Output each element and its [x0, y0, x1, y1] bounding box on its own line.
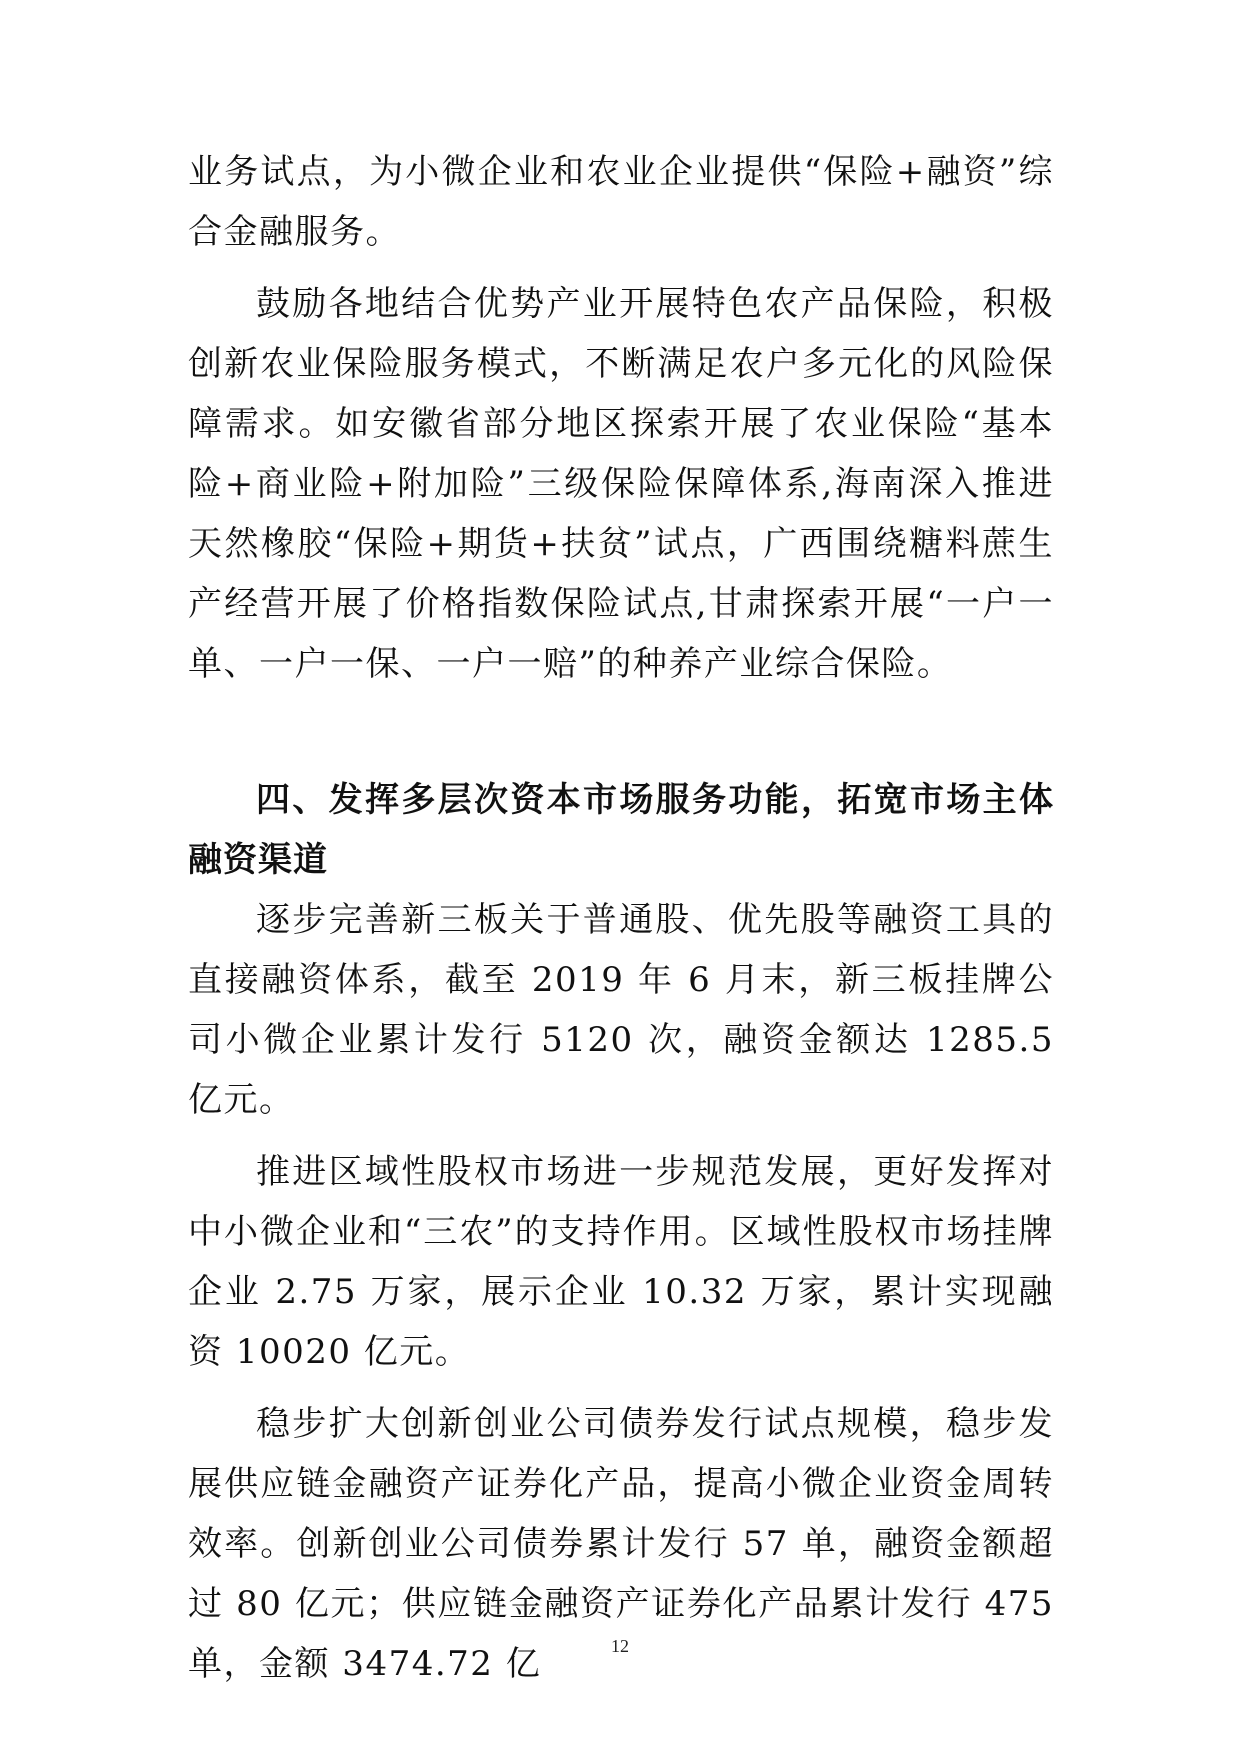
paragraph-regional-equity-market: 推进区域性股权市场进一步规范发展，更好发挥对中小微企业和“三农”的支持作用。区域性股权市场挂牌企业 2.75 万家，展示企业 10.32 万家，累计实现融资 10020 亿元。 — [188, 1152, 1054, 1372]
paragraph-insurance-financing: 业务试点，为小微企业和农业企业提供“保险+融资”综合金融服务。 — [188, 152, 1054, 252]
page-number: 12 — [611, 1636, 629, 1656]
paragraph-innovation-bonds: 稳步扩大创新创业公司债券发行试点规模，稳步发展供应链金融资产证券化产品，提高小微企业资金周转效率。创新创业公司债券累计发行 57 单，融资金额超过 80 亿元；供应链金融资产证券化产品累计发行 475 单，金额 3474.72 亿 — [188, 1404, 1054, 1684]
document-body — [188, 142, 1054, 1694]
paragraph-agricultural-insurance: 鼓励各地结合优势产业开展特色农产品保险，积极创新农业保险服务模式，不断满足农户多元化的风险保障需求。如安徽省部分地区探索开展了农业保险“基本险+商业险+附加险”三级保险保障体系,海南深入推进天然橡胶“保险+期货+扶贫”试点，广西围绕糖料蔗生产经营开展了价格指数保险试点,甘肃探索开展“一户一单、一户一保、一户一赔”的种养产业综合保险。 — [188, 284, 1054, 684]
paragraph-new-third-board: 逐步完善新三板关于普通股、优先股等融资工具的直接融资体系，截至 2019 年 6 月末，新三板挂牌公司小微企业累计发行 5120 次，融资金额达 1285.5 亿元。 — [188, 900, 1054, 1120]
section-heading-capital-market: 四、发挥多层次资本市场服务功能，拓宽市场主体融资渠道 — [188, 780, 1054, 880]
